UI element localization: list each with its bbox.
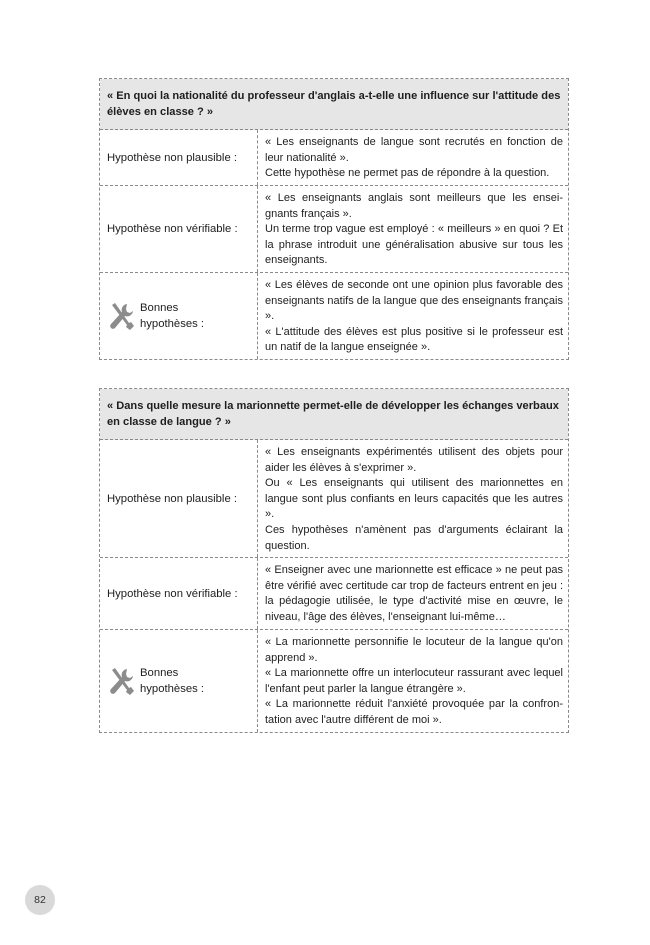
content-line: « L'attitude des élèves est plus positive si le professeur est un natif de la langue enseignée ». [265,325,563,354]
page-number: 82 [25,885,55,915]
row-label: Hypothèse non vérifiable : [100,186,258,272]
content-line: « La marionnette offre un interlocuteur rassurant avec lequel l'enfant peut parler la langue étrangère ». [265,667,563,695]
tools-icon [108,301,134,331]
question-2: « Dans quelle mesure la marionnette permet-elle de développer les échanges verbaux en classe de langue ? » [100,389,568,440]
content-line: Un terme trop vague est employé : « meilleurs » en quoi ? Et la phrase introduit une généralisation abusive sur tous les enseignants. [265,223,563,267]
good-label-line: hypothèses : [140,683,205,695]
row-content [258,273,568,359]
row-non-plausible [100,440,568,558]
content-line: « Les élèves de seconde ont une opinion plus favorable des enseignants natifs de la langue que des enseignants français ». [265,279,563,323]
hypothesis-table-2 [99,388,569,733]
row-label: Hypothèse non vérifiable : [100,558,258,629]
row-non-verifiable [100,558,568,630]
content-line: Ces hypothèses n'amènent pas d'arguments éclairant la question. [265,523,563,552]
content-line: Ou « Les enseignants qui utilisent des marionnettes en langue sont plus confiants en leurs capacités que les autres ». [265,477,563,521]
row-label-good [100,630,258,732]
content-line: « La marionnette personnifie le locuteur de la langue qu'on apprend ». [265,636,563,664]
row-content [258,440,568,557]
row-content [258,558,568,629]
content-line: Cette hypothèse ne permet pas de répondre à la question. [265,167,550,180]
tools-icon [108,666,134,696]
content-line: « Les enseignants de langue sont recrutés en fonction de leur nationalité ». [265,136,563,164]
row-label-good [100,273,258,359]
content-line: « Les enseignants expérimentés utilisent des objets pour aider les élèves à s'exprimer ». [265,446,563,474]
row-label: Hypothèse non plausible : [100,440,258,557]
content-line: « Les enseignants anglais sont meilleurs que les ensei-gnants français ». [265,192,563,220]
question-1: « En quoi la nationalité du professeur d'anglais a-t-elle une influence sur l'attitude des élèves en classe ? » [100,79,568,130]
row-non-plausible [100,130,568,186]
good-label-line: Bonnes [140,302,179,314]
row-non-verifiable [100,186,568,273]
good-label-line: hypothèses : [140,318,205,330]
row-good [100,630,568,732]
content-line: « La marionnette réduit l'anxiété provoquée par la confron-tation avec l'autre différent de moi ». [265,698,563,726]
hypothesis-table-1 [99,78,569,360]
row-label: Hypothèse non plausible : [100,130,258,185]
row-content [258,186,568,272]
content-line: « Enseigner avec une marionnette est efficace » ne peut pas être vérifié avec certitude car trop de facteurs entrent en jeu : la pédagogie utilisée, le type d'activité mise en œuvre, le niveau, l'âge des élèves, l'enseignant lui-même… [265,564,563,623]
row-content [258,630,568,732]
row-good [100,273,568,359]
good-label-line: Bonnes [140,667,179,679]
row-content [258,130,568,185]
